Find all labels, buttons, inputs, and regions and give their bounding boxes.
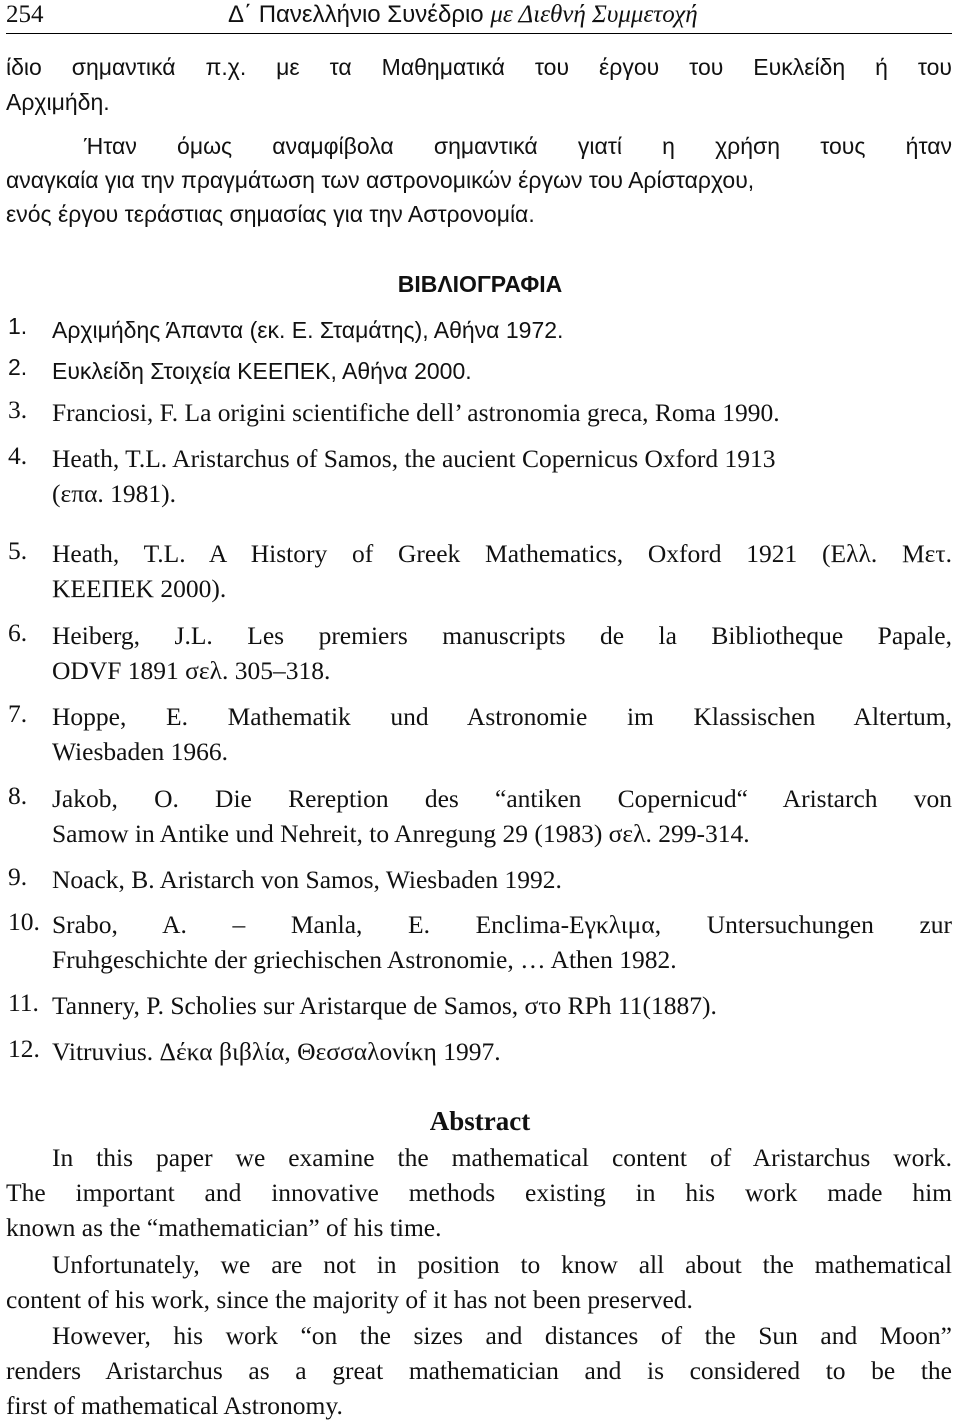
running-title-prefix: Δ΄ Πανελλήνιο Συνέδριο [228,1,484,28]
intro-line: ίδιο σημαντικά π.χ. με τα Μαθηματικά του έργου του Ευκλείδη ή του [6,54,952,80]
abstract-line: renders Aristarchus as a great mathematician and is considered to be the [6,1356,952,1385]
abstract-line: first of mathematical Astronomy. [6,1391,343,1420]
abstract-line: The important and innovative methods existing in his work made him [6,1178,952,1207]
page-number: 254 [6,1,44,28]
bibliography-heading: ΒΙΒΛΙΟΓΡΑΦΙΑ [397,271,563,297]
abstract-line: However, his work “on the sizes and distances of the Sun and Moon” [52,1321,952,1350]
abstract-heading: Abstract [429,1106,531,1136]
running-title [228,0,698,30]
intro-line: Ήταν όμως αναμφίβολα σημαντικά γιατί η χρήση τους ήταν [84,133,952,159]
abstract-line: In this paper we examine the mathematical content of Aristarchus work. [52,1143,952,1172]
abstract-line: content of his work, since the majority of it has not been preserved. [6,1285,693,1314]
abstract-line: Unfortunately, we are not in position to know all about the mathematical [52,1250,952,1279]
intro-line: αναγκαία για την πραγμάτωση των αστρονομικών έργων του Αρίσταρχου, [6,167,755,193]
intro-line: Αρχιμήδη. [6,89,110,115]
running-title-italic: με Διεθνή Συμμετοχή [490,1,698,28]
document-page: 254 Δ΄ Πανελλήνιο Συνέδριο με Διεθνή Συμμετοχή ίδιο σημαντικά π.χ. με τα Μαθηματικά του έργου του Ευκλείδη ή του Αρχιμήδη. Ήταν όμως αναμφίβολα σημαντικά γιατί η χρήση τους ήταν αναγκαία για την πραγμάτωση των αστρονομικών έργων του Αρίσταρχου, ενός έργου τεράστιας σημασίας για την Αστρονομία. ΒΙΒΛΙΟΓΡΑΦΙΑ 1. Αρχιμήδης Άπαντα (εκ. Ε. Σταμάτης), Αθήνα 1972. 2. Ευκλείδη Στοιχεία ΚΕΕΠΕΚ, Αθήνα 2000. 3. Franciosi, F. La origini scientifiche dell’ astronomia greca, Roma 1990. 4. Heath, T.L. Aristarchus of Samos, the aucient Copernicus Oxford 1913 (επα. 1981). 5. Heath, T.L. A History of Greek Mathematics, Oxford 1921 (Ελλ. Μετ. ΚΕΕΠΕΚ 2000). 6. Heiberg, J.L. Les premiers manuscripts de la Bibliotheque Papale, ODVF 1891 σελ. 305–318. 7. Hoppe, E. Mathematik und Astronomie im Klassischen Altertum, Wiesbaden 1966. 8. Jakob, O. Die Rereption des “antiken Copernicud“ Aristarch von Samow in Antike und Nehreit, to Anregung 29 (1983) σελ. 299-314. 9. Noack, B. Aristarch von Samos, Wiesbaden 1992. 10. Srabo, A. – Manla, E. Enclima-Εγκλιμα, Untersuchungen zur Fruhgeschichte der griechischen Astronomie, … Athen 1982. 11. Tannery, P. Scholies sur Aristarque de Samos, στο RPh 11(1887). 12. Vitruvius. Δέκα βιβλία, Θεσσαλονίκη 1997. Abstract In this paper we examine the mathematical content of Aristarchus work. The important and innovative methods existing in his work made him known as the “mathematician” of his time. Unfortunately, we are not in position to know all about the mathematical content of his work, since the majority of it has not been preserved. However, his work “on the sizes and distances of the Sun and Moon” renders Aristarchus as a great mathematician and is considered to be the first of mathematical Astronomy. [0,0,960,1425]
abstract-line: known as the “mathematician” of his time. [6,1213,442,1242]
running-header [6,0,952,34]
intro-line: ενός έργου τεράστιας σημασίας για την Αστρονομία. [6,201,535,227]
